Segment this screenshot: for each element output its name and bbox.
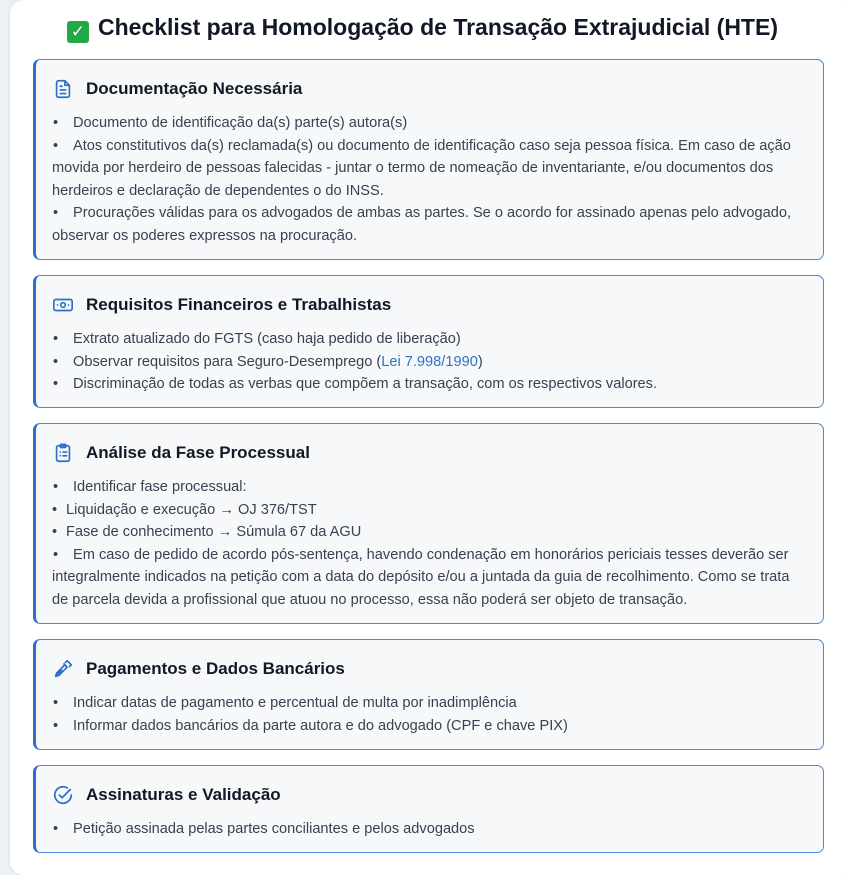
lei-7998-1990-link[interactable]: Lei 7.998/1990 [381, 353, 478, 370]
list-item: • Extrato atualizado do FGTS (caso haja pedido de liberação) [52, 328, 807, 351]
section-list [52, 818, 807, 841]
banknote-icon [52, 294, 74, 316]
page-title-text: Checklist para Homologação de Transação Extrajudicial (HTE) [98, 14, 778, 40]
section-list [52, 476, 807, 612]
list-item: • Fase de conhecimento → Súmula 67 da AGU [52, 521, 807, 544]
list-item: • Identificar fase processual: [52, 476, 807, 499]
list-item: • Atos constitutivos da(s) reclamada(s) ou documento de identificação caso seja pessoa física. Em caso de ação movida por herdeiro de pessoas falecidas - juntar o termo de nomeação de inventariante, e/ou documentos dos herdeiros e declaração de dependentes o do INSS. [52, 135, 807, 203]
section-list [52, 328, 807, 396]
section-card-requisitos-financeiros [33, 275, 824, 408]
section-card-documentacao [33, 59, 824, 260]
section-title: Análise da Fase Processual [86, 443, 310, 462]
check-mark-button-icon: ✓ [67, 21, 89, 43]
list-item: • Procurações válidas para os advogados de ambas as partes. Se o acordo for assinado apenas pelo advogado, observar os poderes expressos na procuração. [52, 202, 807, 247]
section-card-analise-fase-processual [33, 423, 824, 624]
list-item: • Em caso de pedido de acordo pós-sentença, havendo condenação em honorários periciais tesses deverão ser integralmente indicados na petição com a data do depósito e/ou a juntada da guia de recolhimento. Como se trata de parcela devida a profissional que atuou no processo, essa não poderá ser objeto de transação. [52, 544, 807, 612]
list-item: • Liquidação e execução → OJ 376/TST [52, 499, 807, 522]
document-icon [52, 78, 74, 100]
check-circle-icon [52, 784, 74, 806]
section-card-pagamentos [33, 639, 824, 750]
list-item-text: Observar requisitos para Seguro-Desemprego ( [73, 353, 382, 370]
section-list [52, 692, 807, 737]
section-title: Pagamentos e Dados Bancários [86, 659, 345, 678]
list-item: • Documento de identificação da(s) parte(s) autora(s) [52, 112, 807, 135]
list-item: • Informar dados bancários da parte autora e do advogado (CPF e chave PIX) [52, 715, 807, 738]
clipboard-list-icon [52, 442, 74, 464]
section-title: Assinaturas e Validação [86, 785, 281, 804]
list-item: • Discriminação de todas as verbas que compõem a transação, com os respectivos valores. [52, 373, 807, 396]
list-item: • Petição assinada pelas partes conciliantes e pelos advogados [52, 818, 807, 841]
list-item-text: ) [477, 353, 483, 370]
list-item: • Indicar datas de pagamento e percentual de multa por inadimplência [52, 692, 807, 715]
page-title [0, 14, 845, 43]
section-card-assinaturas [33, 765, 824, 853]
pen-tool-icon [52, 658, 74, 680]
section-title: Requisitos Financeiros e Trabalhistas [86, 295, 392, 314]
section-title: Documentação Necessária [86, 79, 303, 98]
list-item [52, 351, 807, 374]
section-list [52, 112, 807, 248]
